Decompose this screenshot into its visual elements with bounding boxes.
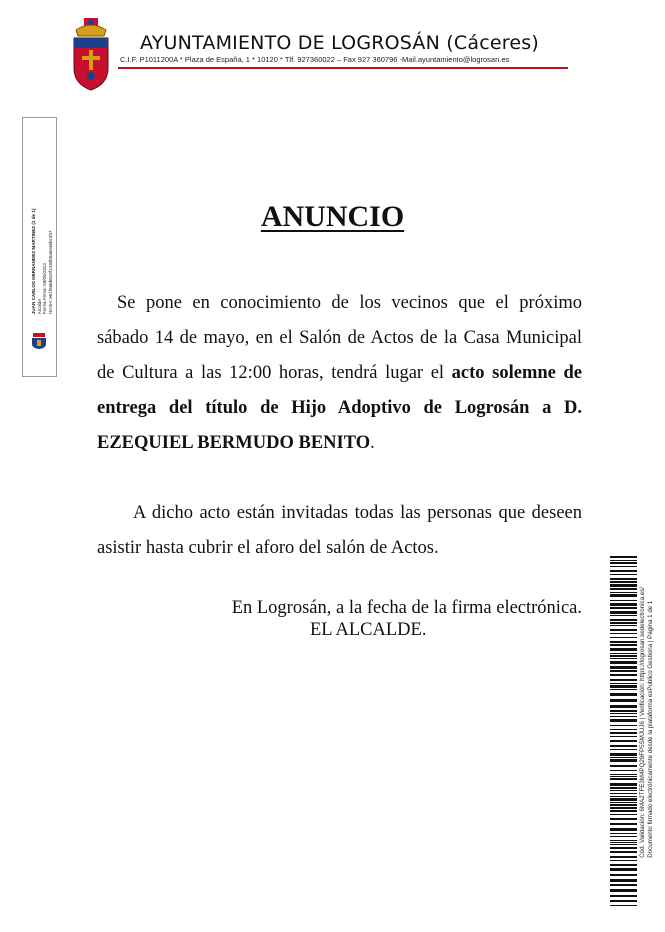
barcode-bar	[610, 740, 637, 742]
barcode-bar	[610, 807, 637, 809]
barcode-bar	[610, 833, 637, 834]
barcode-bar	[610, 798, 637, 801]
invitation-text: A dicho acto están invitadas todas las personas que deseen asistir hasta cubrir el aforo del salón de Actos.	[97, 503, 582, 558]
barcode-bar	[610, 836, 637, 837]
barcode-bar	[610, 874, 637, 876]
barcode-bar	[610, 713, 637, 714]
barcode-bar	[610, 749, 637, 750]
barcode-bar	[610, 655, 637, 657]
barcode-bar	[610, 790, 637, 791]
barcode-bar	[610, 778, 637, 780]
barcode-bar	[610, 648, 637, 651]
contact-line: C.I.F. P1011200A * Plaza de España, 1 * 10120 * Tlf. 927360022 – Fax 927 360796 -Mail.ayuntamiento@logrosan.es	[120, 55, 510, 64]
barcode-bar	[610, 864, 637, 866]
barcode-bar	[610, 814, 637, 815]
barcode-bar	[610, 793, 637, 794]
signature-stamp	[22, 117, 57, 377]
barcode-bar	[610, 729, 637, 730]
closing-signatory: EL ALCALDE.	[310, 620, 427, 640]
barcode-bar	[610, 653, 637, 654]
barcode-bar	[610, 856, 637, 858]
signature-hash: HASH: 961f6a6b8c9f1430b5a6ea5bcd37	[47, 230, 53, 315]
barcode-bar	[610, 802, 637, 803]
barcode-bar	[610, 607, 637, 609]
barcode-bar	[610, 776, 637, 777]
barcode-bar	[610, 619, 637, 621]
barcode-bar	[610, 783, 637, 786]
verification-line-1: Cód. Validación: 6MA2TFE3M4PQ29FP5SMJUJ6 | Verificación: https://logrosan.sedelectronica.es/	[639, 587, 647, 858]
announcement-paragraph	[97, 286, 582, 461]
barcode-bar	[610, 745, 637, 747]
barcode-bar	[610, 840, 637, 841]
announcement-end: .	[370, 433, 375, 453]
barcode-bar	[610, 625, 637, 626]
barcode-bar	[610, 592, 637, 593]
barcode-bar	[610, 765, 637, 767]
barcode-bar	[610, 637, 637, 638]
barcode-bar	[610, 574, 637, 575]
document-title: ANUNCIO	[260, 200, 405, 233]
barcode-bar	[610, 581, 637, 583]
barcode-bar	[610, 884, 637, 886]
barcode-bar	[610, 844, 637, 845]
barcode-bar	[610, 622, 637, 624]
signature-date: Fecha Firma: 09/05/2022	[42, 262, 47, 315]
barcode-bar	[610, 588, 637, 590]
barcode-bar	[610, 736, 637, 737]
barcode-bar	[610, 644, 637, 646]
barcode-bar	[610, 716, 637, 717]
barcode-bar	[610, 796, 637, 797]
barcode-bar	[610, 770, 637, 771]
barcode-bar	[610, 759, 637, 762]
barcode-bar	[610, 710, 637, 712]
barcode-bar	[610, 629, 637, 631]
barcode-bar	[610, 615, 637, 616]
verification-line-2: Documento firmado electrónicamente desde la plataforma esPublico Gestiona | Página 1 de 1	[647, 600, 654, 858]
barcode-bar	[610, 578, 637, 580]
barcode-bar	[610, 584, 637, 587]
barcode-bar	[610, 603, 637, 606]
coat-of-arms-icon	[68, 16, 114, 92]
verification-footer	[639, 558, 655, 858]
barcode-bar	[610, 594, 637, 597]
barcode-bar	[610, 879, 637, 882]
barcode-bar	[610, 670, 637, 672]
barcode-bar	[610, 847, 637, 849]
barcode-bar	[610, 851, 637, 853]
barcode-bar	[610, 823, 637, 825]
barcode-bar	[610, 566, 637, 567]
barcode-bar	[610, 732, 637, 734]
barcode-bar	[610, 562, 637, 564]
barcode-bar	[610, 705, 637, 708]
barcode-bar	[610, 804, 637, 806]
announcement-highlight: acto solemne de entrega del título de Hijo Adoptivo de Logrosán a D. EZEQUIEL BERMUDO BENITO	[97, 363, 582, 453]
barcode-bar	[610, 774, 637, 775]
barcode-bar	[610, 693, 637, 696]
barcode-bar	[610, 685, 637, 688]
barcode-bar	[610, 889, 637, 892]
barcode-bar	[610, 842, 637, 843]
barcode-bar	[610, 560, 637, 561]
barcode-bar	[610, 818, 637, 820]
barcode-bar	[610, 757, 637, 758]
header-divider	[118, 67, 568, 69]
municipality-title: AYUNTAMIENTO DE LOGROSÁN (Cáceres)	[140, 32, 539, 54]
barcode-bar	[610, 719, 637, 722]
barcode-bar	[610, 868, 637, 871]
barcode-bar	[610, 810, 637, 812]
barcode-bar	[610, 674, 637, 676]
closing-place: En Logrosán, a la fecha de la firma electrónica.	[231, 598, 582, 618]
barcode-bar	[610, 658, 637, 659]
barcode-bar	[610, 570, 637, 572]
barcode-bar	[610, 661, 637, 664]
signer-name: JUAN CARLOS HERNANDEZ MARTINEZ (1 de 1)	[30, 208, 36, 315]
barcode-bar	[610, 666, 637, 669]
barcode-bar	[610, 787, 637, 789]
barcode-bar	[610, 828, 637, 831]
signature-logo-icon	[29, 332, 49, 350]
barcode-bar	[610, 905, 637, 906]
barcode-bar	[610, 679, 637, 681]
barcode-bar	[610, 753, 637, 756]
barcode-bar	[610, 900, 637, 902]
barcode-bar	[610, 860, 637, 861]
barcode-bar	[610, 683, 637, 684]
barcode-bar	[610, 556, 637, 558]
barcode-bar	[610, 641, 637, 643]
barcode-bar	[610, 895, 637, 897]
barcode-bar	[610, 699, 637, 702]
barcode-bar	[610, 633, 637, 634]
announcement-text: Se pone en conocimiento de los vecinos que el próximo sábado 14 de mayo, en el Salón de Actos de la Casa Municipal de Cultura a las 12:00 horas, tendrá lugar el	[97, 293, 582, 383]
validation-barcode	[610, 556, 637, 906]
barcode-bar	[610, 600, 637, 601]
barcode-bar	[610, 725, 637, 726]
barcode-bar	[610, 611, 637, 614]
barcode-bar	[610, 689, 637, 690]
invitation-paragraph	[97, 496, 582, 566]
signer-role: Alcalde	[36, 299, 42, 315]
